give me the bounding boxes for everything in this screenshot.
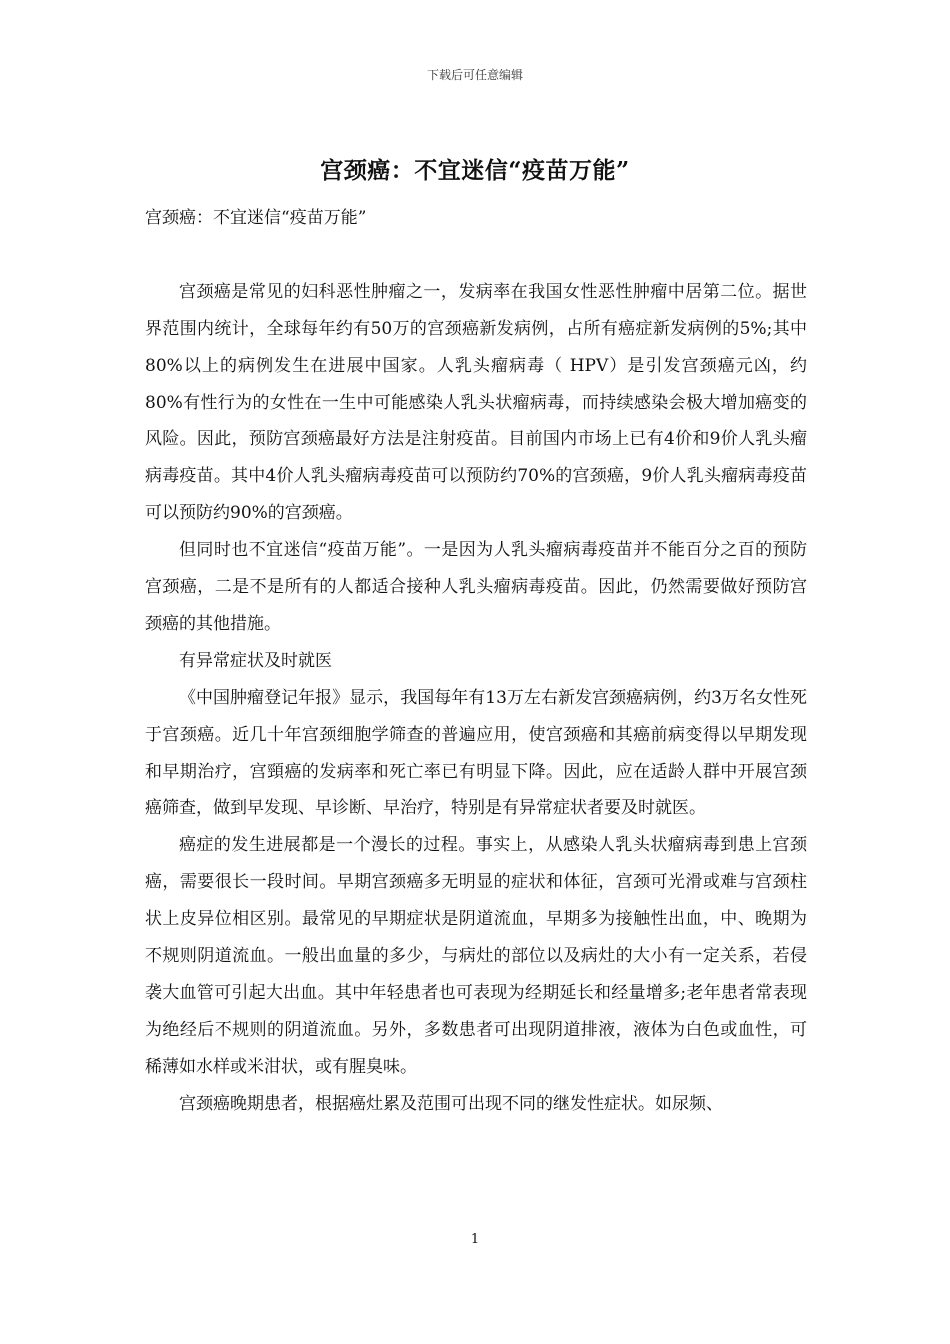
paragraph-late-symptoms: 宫颈癌晚期患者，根据癌灶累及范围可出现不同的继发性症状。如尿频、 [179, 1093, 723, 1114]
paragraph-intro: 宫颈癌是常见的妇科恶性肿瘤之一，发病率在我国女性恶性肿瘤中居第二位。据世界范围内统计，全球每年约有50万的宫颈癌新发病例，占所有癌症新发病例的5%;其中80%以上的病例发生在进展中国家。人乳头瘤病毒（ HPV）是引发宫颈癌元凶，约80%有性行为的女性在一生中可能感染人乳头状瘤病毒，而持续感染会极大增加癌变的风险。因此，预防宫颈癌最好方法是注射疫苗。目前国内市场上已有4价和9价人乳头瘤病毒疫苗。其中4价人乳头瘤病毒疫苗可以预防约70%的宫颈癌，9价人乳头瘤病毒疫苗可以预防约90%的宫颈癌。 [145, 281, 807, 524]
paragraph-vaccine-caution: 但同时也不宜迷信“疫苗万能”。一是因为人乳头瘤病毒疫苗并不能百分之百的预防宫颈癌，二是不是所有的人都适合接种人乳头瘤病毒疫苗。因此，仍然需要做好预防宫颈癌的其他措施。 [145, 540, 807, 634]
paragraph-early-symptoms: 癌症的发生进展都是一个漫长的过程。事实上，从感染人乳头状瘤病毒到患上宫颈癌，需要很长一段时间。早期宫颈癌多无明显的症状和体征，宫颈可光滑或难与宫颈柱状上皮异位相区别。最常见的早期症状是阴道流血，早期多为接触性出血，中、晚期为不规则阴道流血。一般出血量的多少，与病灶的部位以及病灶的大小有一定关系，若侵袭大血管可引起大出血。其中年轻患者也可表现为经期延长和经量增多;老年患者常表现为绝经后不规则的阴道流血。另外，多数患者可出现阴道排液，液体为白色或血性，可稀薄如水样或米泔状，或有腥臭味。 [145, 835, 807, 1077]
header-note: 下载后可任意编辑 [426, 68, 523, 82]
document-body [145, 200, 807, 1123]
document-title: 宫颈癌：不宜迷信“疫苗万能” [320, 157, 630, 184]
section-heading-see-doctor: 有异常症状及时就医 [179, 650, 332, 671]
paragraph-annual-report: 《中国肿瘤登记年报》显示，我国每年有13万左右新发宫颈癌病例，约3万名女性死于宫颈癌。近几十年宫颈细胞学筛查的普遍应用，使宫颈癌和其癌前病变得以早期发现和早期治疗，宫頸癌的发病率和死亡率已有明显下降。因此，应在适龄人群中开展宫颈癌筛查，做到早发现、早诊断、早治疗，特别是有异常症状者要及时就医。 [145, 687, 807, 819]
page-number: 1 [470, 1232, 480, 1247]
document-subtitle: 宫颈癌：不宜迷信“疫苗万能” [145, 208, 367, 228]
